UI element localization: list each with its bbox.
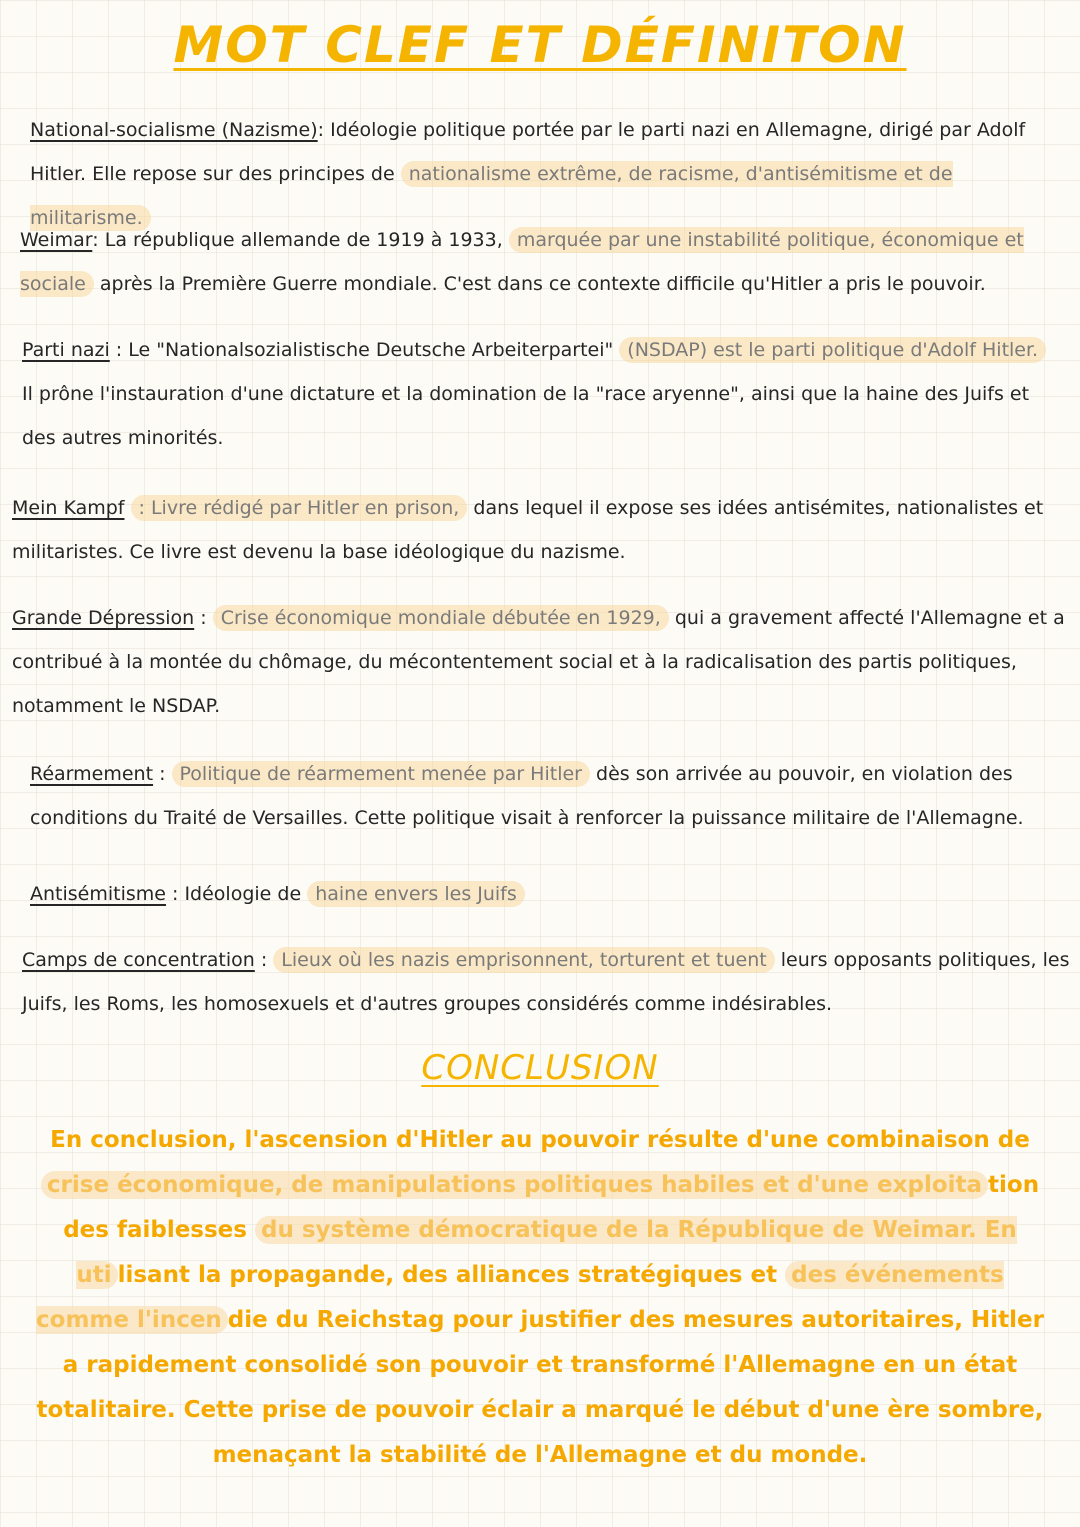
term-label: Parti nazi bbox=[22, 339, 110, 361]
highlight: haine envers les Juifs bbox=[307, 881, 525, 907]
conclusion-paragraph: En conclusion, l'ascension d'Hitler au pouvoir résulte d'une combinaison de crise économique, de manipulations politiques habiles et d'une exploita tion des faiblesses du système démocratique de la République de Weimar. En uti lisant la propagande, des alliances stratégiques et des événements comme l'incen die du Reichstag pour justifier des mesures autoritaires, Hitler a rapidement consolidé son pouvoir et transformé l'Allemagne en un état totalitaire. Cette prise de pouvoir éclair a marqué le début d'une ère sombre, menaçant la stabilité de l'Allemagne et du monde. bbox=[36, 1127, 1044, 1468]
definition-text: Le "Nationalsozialistische Deutsche Arbeiterpartei" bbox=[128, 339, 620, 361]
definition-camps-de-concentration: Camps de concentration : Lieux où les nazis emprisonnent, torturent et tuent leurs opposants politiques, les Juifs, les Roms, les homosexuels et d'autres groupes considérés comme indésirables. bbox=[22, 949, 1070, 1015]
term-label: Weimar bbox=[20, 229, 93, 251]
highlight: crise économique, de manipulations politiques habiles et d'une exploita bbox=[41, 1171, 988, 1199]
highlight: Crise économique mondiale débutée en 1929, bbox=[213, 605, 669, 631]
definition-grande-depression: Grande Dépression : Crise économique mondiale débutée en 1929, qui a gravement affecté l'Allemagne et a contribué à la montée du chômage, du mécontentement social et à la radicalisation des partis politiques, notamment le NSDAP. bbox=[12, 607, 1065, 717]
highlight: du système démocratique de la République de Weimar. En uti bbox=[76, 1217, 1017, 1288]
term-label: Mein Kampf bbox=[12, 497, 125, 519]
definition-antisemitisme: Antisémitisme : Idéologie de haine envers les Juifs bbox=[30, 872, 1050, 916]
highlight: : Livre rédigé par Hitler en prison, bbox=[131, 495, 468, 521]
conclusion-heading: CONCLUSION bbox=[421, 1048, 659, 1088]
definition-nazisme: National-socialisme (Nazisme): Idéologie politique portée par le parti nazi en Allemagne, dirigé par Adolf Hitler. Elle repose sur des principes de nationalisme extrême, de racisme, d'antisémitisme et de militarisme. bbox=[30, 119, 1026, 229]
highlight: des événements comme l'incen bbox=[36, 1262, 1004, 1333]
term-label: Antisémitisme bbox=[30, 883, 166, 905]
definition-text: Idéologie politique portée par le parti nazi en Allemagne, dirigé par Adolf Hitler. Elle repose sur des principes de bbox=[30, 119, 1026, 185]
page-title: MOT CLEF ET DÉFINITON bbox=[173, 16, 907, 74]
term-label: National-socialisme (Nazisme) bbox=[30, 119, 318, 141]
definition-text: Idéologie de bbox=[184, 883, 308, 905]
highlight: Politique de réarmement menée par Hitler bbox=[172, 761, 590, 787]
definition-weimar: Weimar: La république allemande de 1919 à 1933, marquée par une instabilité politique, économique et sociale après la Première Guerre mondiale. C'est dans ce contexte difficile qu'Hitler a pris le pouvoir. bbox=[20, 229, 1024, 295]
term-label: Grande Dépression bbox=[12, 607, 195, 629]
definition-rearmement: Réarmement : Politique de réarmement menée par Hitler dès son arrivée au pouvoir, en violation des conditions du Traité de Versailles. Cette politique visait à renforcer la puissance militaire de l'Allemagne. bbox=[30, 763, 1024, 829]
highlight: nationalisme extrême, de racisme, d'antisémitisme et de militarisme. bbox=[30, 163, 953, 229]
definition-mein-kampf: Mein Kampf : Livre rédigé par Hitler en prison, dans lequel il expose ses idées antisémites, nationalistes et militaristes. Ce livre est devenu la base idéologique du nazisme. bbox=[12, 497, 1044, 563]
definition-parti-nazi: Parti nazi : Le "Nationalsozialistische Deutsche Arbeiterpartei" (NSDAP) est le parti politique d'Adolf Hitler. Il prône l'instauration d'une dictature et la domination de la "race aryenne", ainsi que la haine des Juifs et des autres minorités. bbox=[22, 328, 1062, 460]
highlight: Lieux où les nazis emprisonnent, torturent et tuent bbox=[273, 947, 774, 973]
term-label: Camps de concentration bbox=[22, 949, 255, 971]
highlight: (NSDAP) est le parti politique d'Adolf Hitler. bbox=[619, 337, 1046, 363]
definition-text: La république allemande de 1919 à 1933, bbox=[104, 229, 509, 251]
highlight: marquée par une instabilité politique, économique et sociale bbox=[20, 229, 1024, 295]
term-label: Réarmement bbox=[30, 763, 154, 785]
